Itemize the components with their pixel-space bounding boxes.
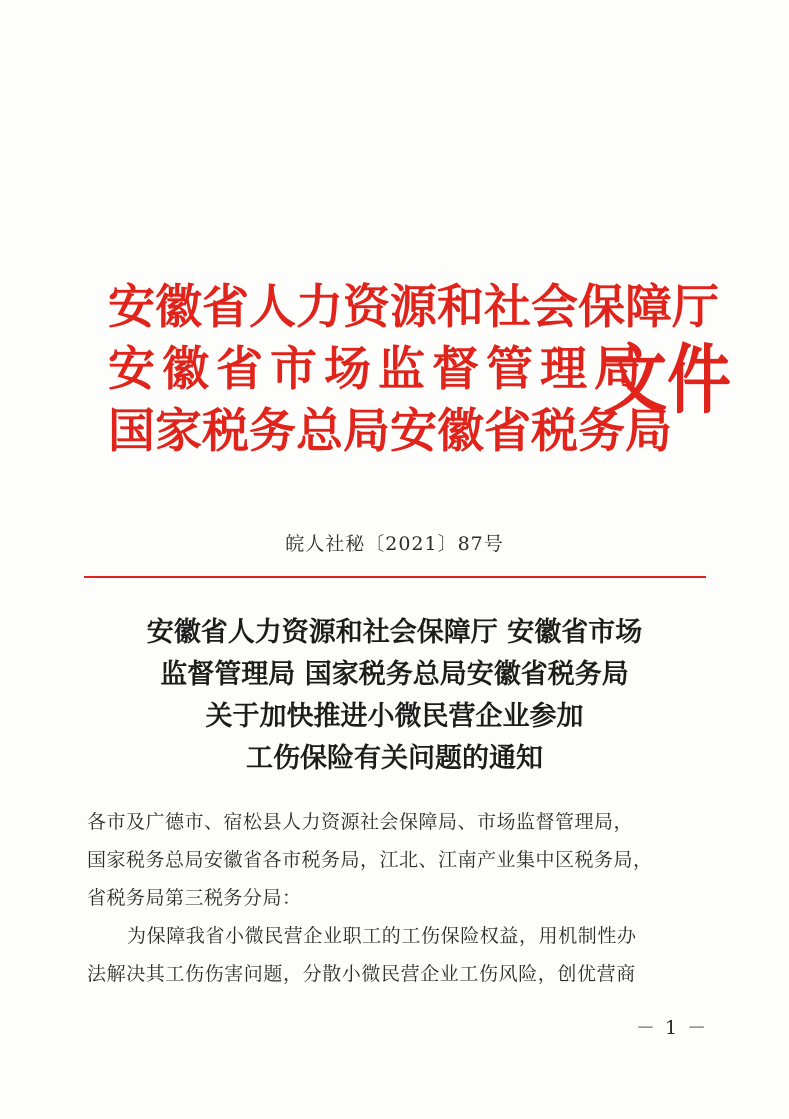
title-line: 工伤保险有关问题的通知 (246, 743, 543, 774)
notice-title (60, 612, 729, 780)
title-line: 安徽省人力资源和社会保障厅 安徽省市场 (146, 617, 643, 648)
red-divider-line (84, 576, 706, 578)
paragraph-line: 法解决其工伤伤害问题，分散小微民营企业工伤风险，创优营商 (87, 963, 636, 985)
notice-body (87, 803, 702, 993)
paragraph-line (87, 917, 702, 955)
paragraph-text: 为保障我省小微民营企业职工的工伤保险权益，用机制性办 (127, 925, 637, 947)
addressee-line: 省税务局第三税务分局： (87, 887, 302, 909)
issuer-market-regulation: 安徽省市场监督管理局 (108, 342, 648, 397)
issuer-tax-bureau: 国家税务总局安徽省税务局 (108, 404, 672, 459)
document-number: 皖人社秘〔2021〕87号 (285, 533, 504, 555)
title-line: 关于加快推进小微民营企业参加 (205, 701, 584, 732)
addressee-line: 各市及广德市、宿松县人力资源社会保障局、市场监督管理局， (87, 811, 634, 833)
document-word: 文件 (603, 336, 731, 425)
addressee-line: 国家税务总局安徽省各市税务局，江北、江南产业集中区税务局， (87, 849, 653, 871)
page-number: － 1 － (636, 1017, 709, 1039)
title-line: 监督管理局 国家税务总局安徽省税务局 (160, 659, 629, 690)
issuer-hrss: 安徽省人力资源和社会保障厅 (108, 280, 719, 335)
